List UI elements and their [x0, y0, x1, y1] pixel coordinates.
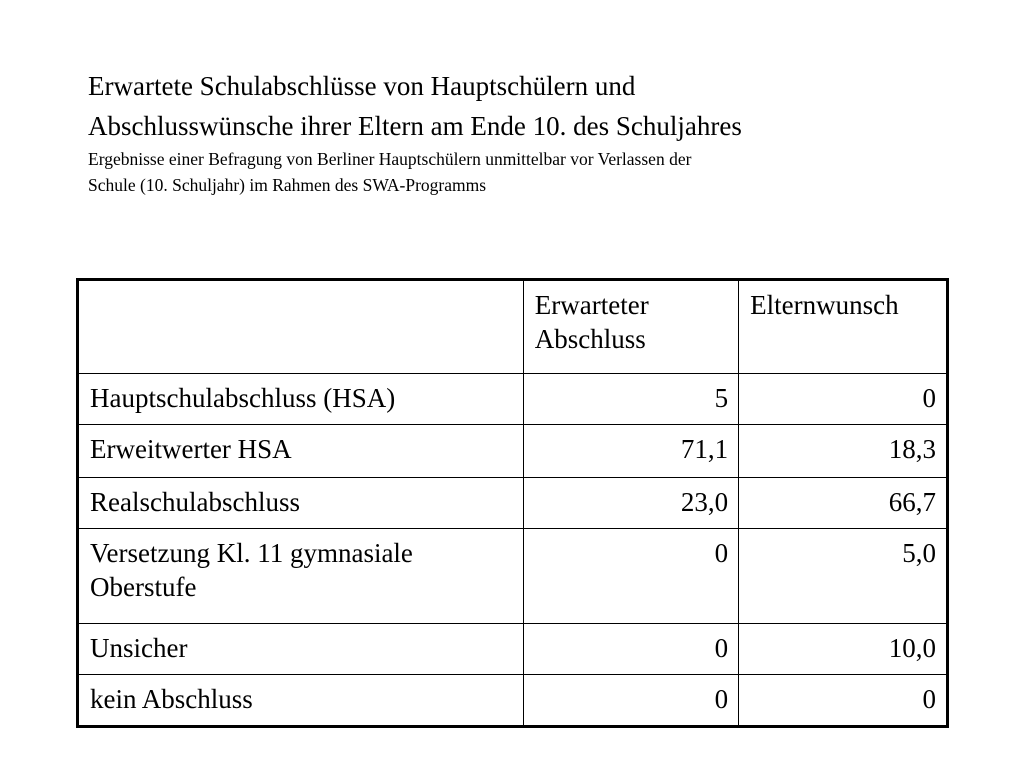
- header-text-line: Elternwunsch: [750, 290, 899, 320]
- header-text-line: Erwarteter: [534, 290, 649, 320]
- row-label-erweitwerter-hsa: [78, 425, 524, 478]
- value-elternwunsch: 0: [739, 374, 948, 425]
- value-erwarteter-abschluss: 71,1: [523, 425, 738, 478]
- value-erwarteter-abschluss: 0: [523, 675, 738, 727]
- value-erwarteter-abschluss: 0: [523, 529, 738, 624]
- row-label-text: Versetzung Kl. 11 gymnasiale: [90, 538, 413, 568]
- row-label-text: Unsicher: [90, 633, 188, 663]
- row-label-versetzung-kl-11: [78, 529, 524, 624]
- row-label-unsicher: [78, 624, 524, 675]
- value-elternwunsch: 10,0: [739, 624, 948, 675]
- subtitle-line-1: Ergebnisse einer Befragung von Berliner Hauptschülern unmittelbar vor Verlassen der: [88, 149, 692, 169]
- row-label-text: Realschulabschluss: [90, 487, 300, 517]
- subtitle-line-2: Schule (10. Schuljahr) im Rahmen des SWA-Programms: [88, 175, 487, 195]
- table-row: [78, 478, 948, 529]
- table-row: [78, 374, 948, 425]
- row-label-text: kein Abschluss: [90, 684, 253, 714]
- table-row: [78, 425, 948, 478]
- value-erwarteter-abschluss: 5: [523, 374, 738, 425]
- value-elternwunsch: 66,7: [739, 478, 948, 529]
- header-cell-erwarteter-abschluss: [523, 280, 738, 374]
- value-erwarteter-abschluss: 23,0: [523, 478, 738, 529]
- header-text-line: Abschluss: [534, 324, 646, 354]
- row-label-text: Oberstufe: [90, 572, 197, 602]
- value-erwarteter-abschluss: 0: [523, 624, 738, 675]
- header-corner-cell: [78, 280, 524, 374]
- table-row: [78, 529, 948, 624]
- row-label-hauptschulabschluss: [78, 374, 524, 425]
- table-row: [78, 624, 948, 675]
- value-elternwunsch: 5,0: [739, 529, 948, 624]
- value-elternwunsch: 0: [739, 675, 948, 727]
- title-line-1: Erwartete Schulabschlüsse von Hauptschülern und: [88, 71, 636, 101]
- table-row: [78, 675, 948, 727]
- header-cell-elternwunsch: [739, 280, 948, 374]
- row-label-text: Erweitwerter HSA: [90, 434, 292, 464]
- value-elternwunsch: 18,3: [739, 425, 948, 478]
- results-table: [76, 278, 949, 728]
- title-line-2: Abschlusswünsche ihrer Eltern am Ende 10. des Schuljahres: [88, 111, 742, 141]
- slide-heading: [88, 66, 988, 198]
- row-label-text: Hauptschulabschluss (HSA): [90, 383, 396, 413]
- row-label-kein-abschluss: [78, 675, 524, 727]
- header-row: [78, 280, 948, 374]
- row-label-realschulabschluss: [78, 478, 524, 529]
